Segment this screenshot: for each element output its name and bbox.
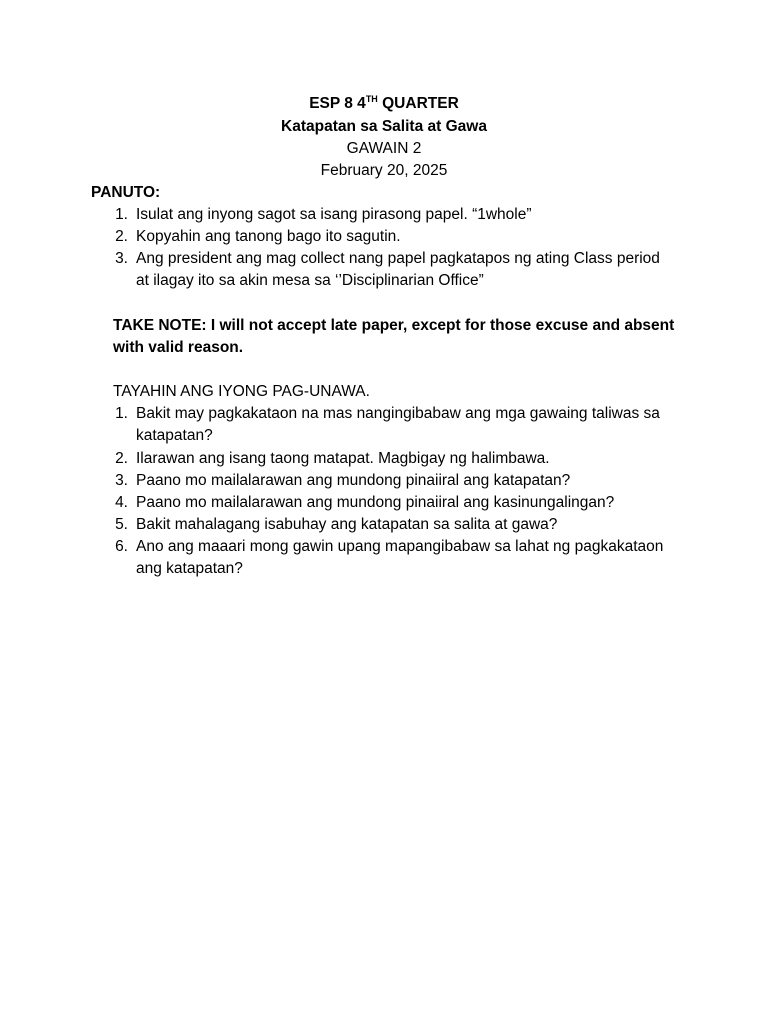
- list-item: Ang president ang mag collect nang papel pagkatapos ng ating Class period: [136, 250, 660, 267]
- question-item: Bakit mahalagang isabuhay ang katapatan sa salita at gawa?: [136, 516, 558, 533]
- question-item: Paano mo mailalarawan ang mundong pinaiiral ang kasinungalingan?: [136, 494, 615, 511]
- questions-heading: TAYAHIN ANG IYONG PAG-UNAWA.: [113, 383, 370, 400]
- question-number: 6.: [115, 538, 128, 555]
- take-note-line: TAKE NOTE: I will not accept late paper, except for those excuse and absent: [113, 317, 675, 334]
- list-item-number: 2.: [115, 228, 128, 245]
- list-item: Kopyahin ang tanong bago ito sagutin.: [136, 228, 401, 245]
- list-item: Isulat ang inyong sagot sa isang pirasong papel. “1whole”: [136, 206, 532, 223]
- instructions-heading: PANUTO:: [91, 184, 161, 201]
- list-item-continuation: at ilagay ito sa akin mesa sa ‘’Disciplinarian Office”: [136, 272, 484, 289]
- question-item: Bakit may pagkakataon na mas nangingibabaw ang mga gawaing taliwas sa: [136, 405, 660, 422]
- document-title: ESP 8 4TH QUARTER: [309, 93, 459, 112]
- question-item-continuation: ang katapatan?: [136, 560, 243, 577]
- question-number: 2.: [115, 450, 128, 467]
- question-item: Paano mo mailalarawan ang mundong pinaiiral ang katapatan?: [136, 472, 571, 489]
- question-number: 3.: [115, 472, 128, 489]
- question-number: 4.: [115, 494, 128, 511]
- question-item: Ano ang maaari mong gawin upang mapangibabaw sa lahat ng pagkakataon: [136, 538, 664, 555]
- question-item: Ilarawan ang isang taong matapat. Magbigay ng halimbawa.: [136, 450, 550, 467]
- question-item-continuation: katapatan?: [136, 427, 213, 444]
- question-number: 1.: [115, 405, 128, 422]
- document-subtitle: Katapatan sa Salita at Gawa: [281, 118, 487, 135]
- activity-label: GAWAIN 2: [346, 140, 422, 157]
- list-item-number: 3.: [115, 250, 128, 267]
- title-superscript: TH: [365, 93, 378, 104]
- document-date: February 20, 2025: [320, 162, 448, 179]
- take-note-line: with valid reason.: [113, 339, 244, 356]
- question-number: 5.: [115, 516, 128, 533]
- list-item-number: 1.: [115, 206, 128, 223]
